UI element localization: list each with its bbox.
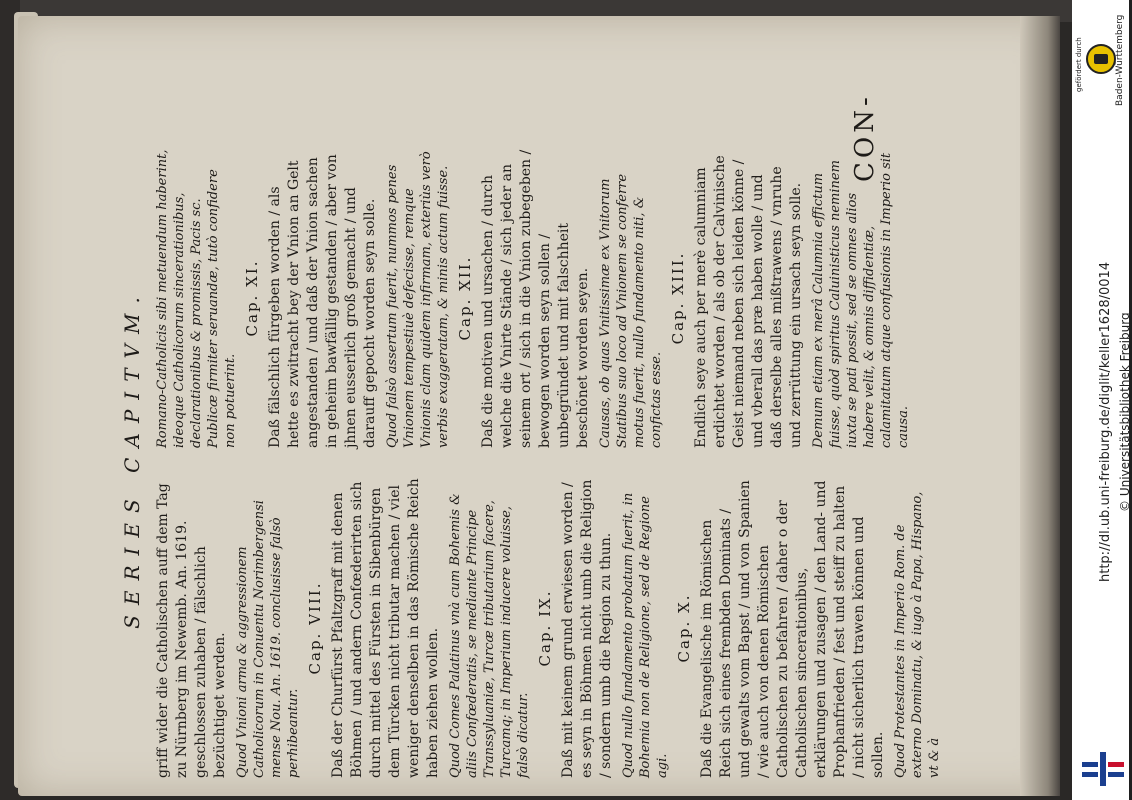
running-head: SERIES CAPITVM. — [120, 287, 144, 629]
german-paragraph: Daß die Evangelische im Römischen Reich sich eines frembden Dominats / und gewalts vom Bapst / und von Spanien / wie auch von denen Römischen Catholischen zu befahren / daher o der Catholischen sincerationibus, erklärungen und zusagen / den Land- und Prophanfrieden / fest und steiff zu halten / nicht sicherlich trawen können und sollen. — [699, 480, 886, 778]
chapter-heading: Cap. XI. — [243, 259, 261, 337]
german-paragraph: griff wider die Catholischen auff dem Tag zu Nürnberg im Newemb. An. 1619. geschlossen zuhaben / fälschlich bezüchtiget werden. — [155, 483, 228, 778]
chapter-heading: Cap. VIII. — [306, 581, 324, 675]
state-label: Baden-Württemberg — [1115, 14, 1125, 106]
right-column — [154, 148, 916, 448]
chapter-heading: Cap. XII. — [456, 255, 474, 341]
baden-wuerttemberg-logo-icon — [1086, 44, 1116, 74]
german-paragraph: Endlich seye auch per merè calumniam erdichtet worden / als ob der Calvinische Geist niemand neben sich leiden könne / und vberall das præ haben wolle / und daß derselbe alles mißtrawens / vnruhe und zerrüttung ein ursach seyn solle. — [693, 155, 804, 448]
left-column — [154, 478, 947, 778]
chapter-heading: Cap. X. — [675, 593, 693, 663]
latin-paragraph: Causas, ob quas Vnitissimæ ex Vnitorum Statibus suo loco ad Vnionem se conferre motus fuerit, nullo fundamento niti, & confictas esse. — [598, 173, 664, 448]
copyright-notice: © Universitätsbibliothek Freiburg — [1118, 312, 1132, 512]
german-paragraph: Daß die motiven und ursachen / durch welche die Vnirte Stände / sich jeder an seinem ort / sich in die Vnion zubegeben / bewogen worden seyn sollen / unbegründet und mit falschheit beschönet worden seyen. — [480, 149, 591, 448]
catchword: CON- — [850, 93, 880, 182]
latin-paragraph: Quod falsò assertum fuerit, nummos penes Vnionem tempestiuè defecisse, remque Vnionis clam quidem infirmam, exteriùs verò verbis exaggeratam, & minis actum fuisse. — [385, 151, 451, 448]
german-paragraph: Daß mit keinem grund erwiesen worden / es seyn in Böhmen nicht umb die Religion / sondern umb die Region zu thun. — [560, 479, 614, 778]
german-paragraph: Daß fälschlich fürgeben worden / als hette es zwitracht bey der Vnion an Gelt angestanden / und daß der Vnion sachen in geheim bawfällig gestanden / aber von jhnen eusserlich groß gemacht / und darauff gepocht worden seyn solle. — [267, 154, 378, 448]
page-gutter — [1020, 16, 1060, 796]
chapter-heading: Cap. XIII. — [669, 251, 687, 345]
sponsor-label: gefördert durch — [1075, 37, 1083, 92]
permalink-url[interactable]: http://dl.ub.uni-freiburg.de/diglit/keller1628/0014 — [1098, 261, 1113, 582]
rotated-page-content — [120, 138, 942, 778]
university-library-logo-icon — [1082, 752, 1126, 786]
german-paragraph: Daß der Churfürst Pfaltzgraff mit denen Böhmen / und andern Confœderirten sich durch mittel des Fürsten in Sibenbürgen dem Türcken nicht tributar machen / viel weniger denselben in das Römische Reich haben ziehen wollen. — [330, 478, 441, 778]
latin-paragraph: Quod Vnioni arma & aggressionem Catholicorum in Conuentu Norimbergensi mense Nou. An. 1619. conclusisse falsò perhibeantur. — [235, 500, 301, 778]
latin-paragraph: Quod nullo fundamento probatum fuerit, in Bohemia non de Religione, sed de Regione agi. — [621, 492, 670, 778]
latin-paragraph: Romano-Catholicis sibi metuendum haberint, ideoque Catholicorum sincerationibus, declarationibus & promissis, Pacis sc. Publicæ firmiter seruandæ, tutò confidere non potuerint. — [155, 149, 238, 448]
chapter-heading: Cap. IX. — [536, 589, 554, 667]
latin-paragraph: Demum etiam ex merâ Calumnia effictum fuisse, quòd spiritus Caluinisticus neminem iuxta se pati possit, sed se omnes alios habere velit, & omnis diffidentiæ, calamitatum atque confusionis in Imperio sit causa. — [811, 152, 911, 448]
latin-paragraph: Quod Comes Palatinus vnà cum Bohemis & aliis Confœderatis, se mediante Principe Transsyluaniæ, Turcæ tributarium facere, Turcamq; in Imperium inducere voluisse, falsò dicatur. — [448, 493, 531, 778]
latin-paragraph: Quod Protestantes in Imperio Rom. de externo Dominatu, & iugo à Papa, Hispano, vt & à — [893, 491, 942, 778]
